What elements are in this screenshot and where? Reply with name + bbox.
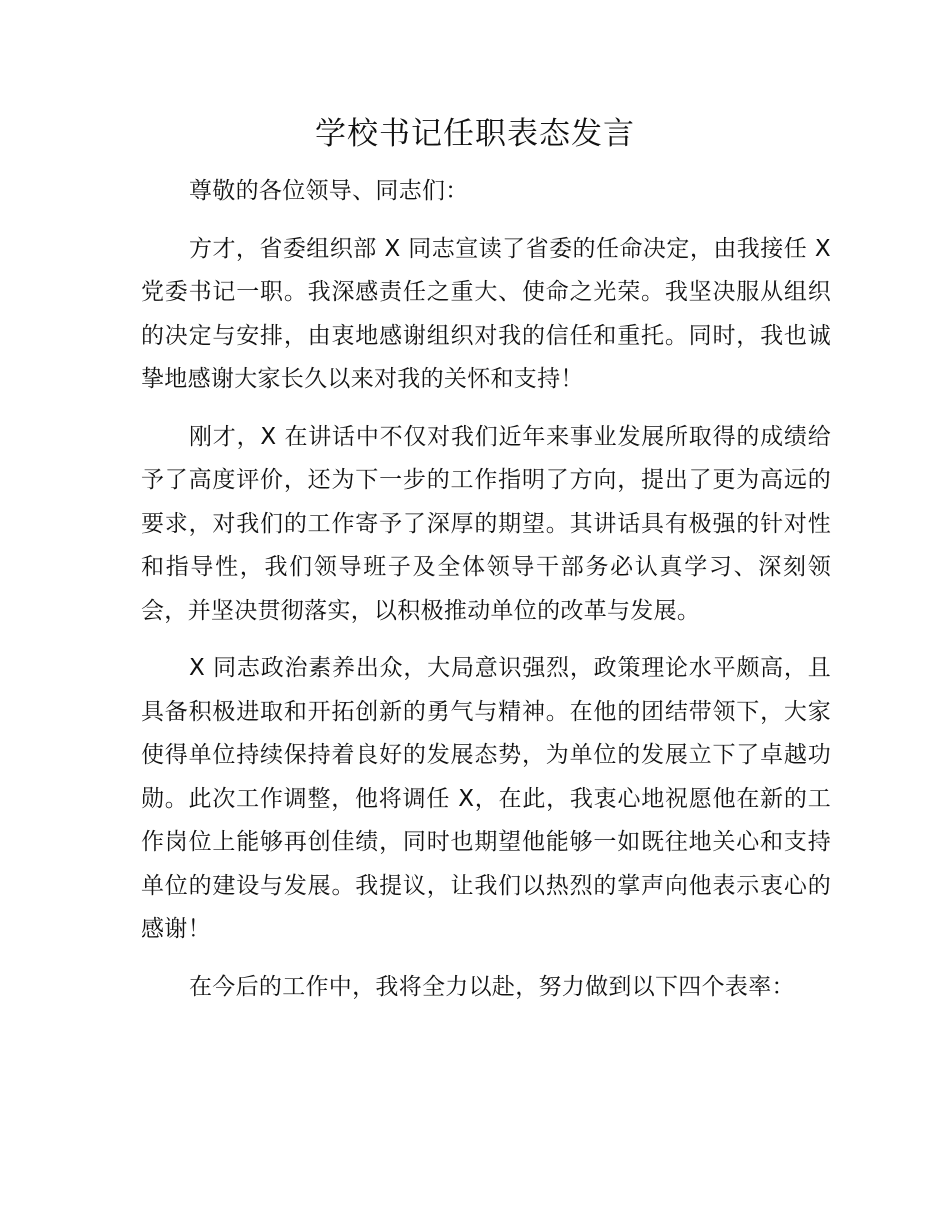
commitments-intro-paragraph: 在今后的工作中，我将全力以赴，努力做到以下四个表率： xyxy=(189,973,795,1000)
predecessor-tribute-paragraph: X 同志政治素养出众，大局意识强烈，政策理论水平颇高，且具备积极进取和开拓创新的勇气与精神。在他的团结带领下，大家使得单位持续保持着良好的发展态势，为单位的发展立下了卓越功勋。此次工作调整，他将调任 X，在此，我衷心地祝愿他在新的工作岗位上能够再创佳绩，同时也期望他能够一如既往地关心和支持单位的建设与发展。我提议，让我们以热烈的掌声向他表示衷心的感谢！ xyxy=(141,655,831,942)
salutation-paragraph: 尊敬的各位领导、同志们： xyxy=(189,178,469,204)
appointment-paragraph: 方才，省委组织部 X 同志宣读了省委的任命决定，由我接任 X 党委书记一职。我深感责任之重大、使命之光荣。我坚决服从组织的决定与安排，由衷地感谢组织对我的信任和重托。同时，我也诚挚地感谢大家长久以来对我的关怀和支持！ xyxy=(141,235,831,392)
speech-response-paragraph: 刚才，X 在讲话中不仅对我们近年来事业发展所取得的成绩给予了高度评价，还为下一步的工作指明了方向，提出了更为高远的要求，对我们的工作寄予了深厚的期望。其讲话具有极强的针对性和指导性，我们领导班子及全体领导干部务必认真学习、深刻领会，并坚决贯彻落实，以积极推动单位的改革与发展。 xyxy=(141,423,831,624)
document-title: 学校书记任职表态发言 xyxy=(315,116,635,152)
document-body xyxy=(141,170,831,1023)
